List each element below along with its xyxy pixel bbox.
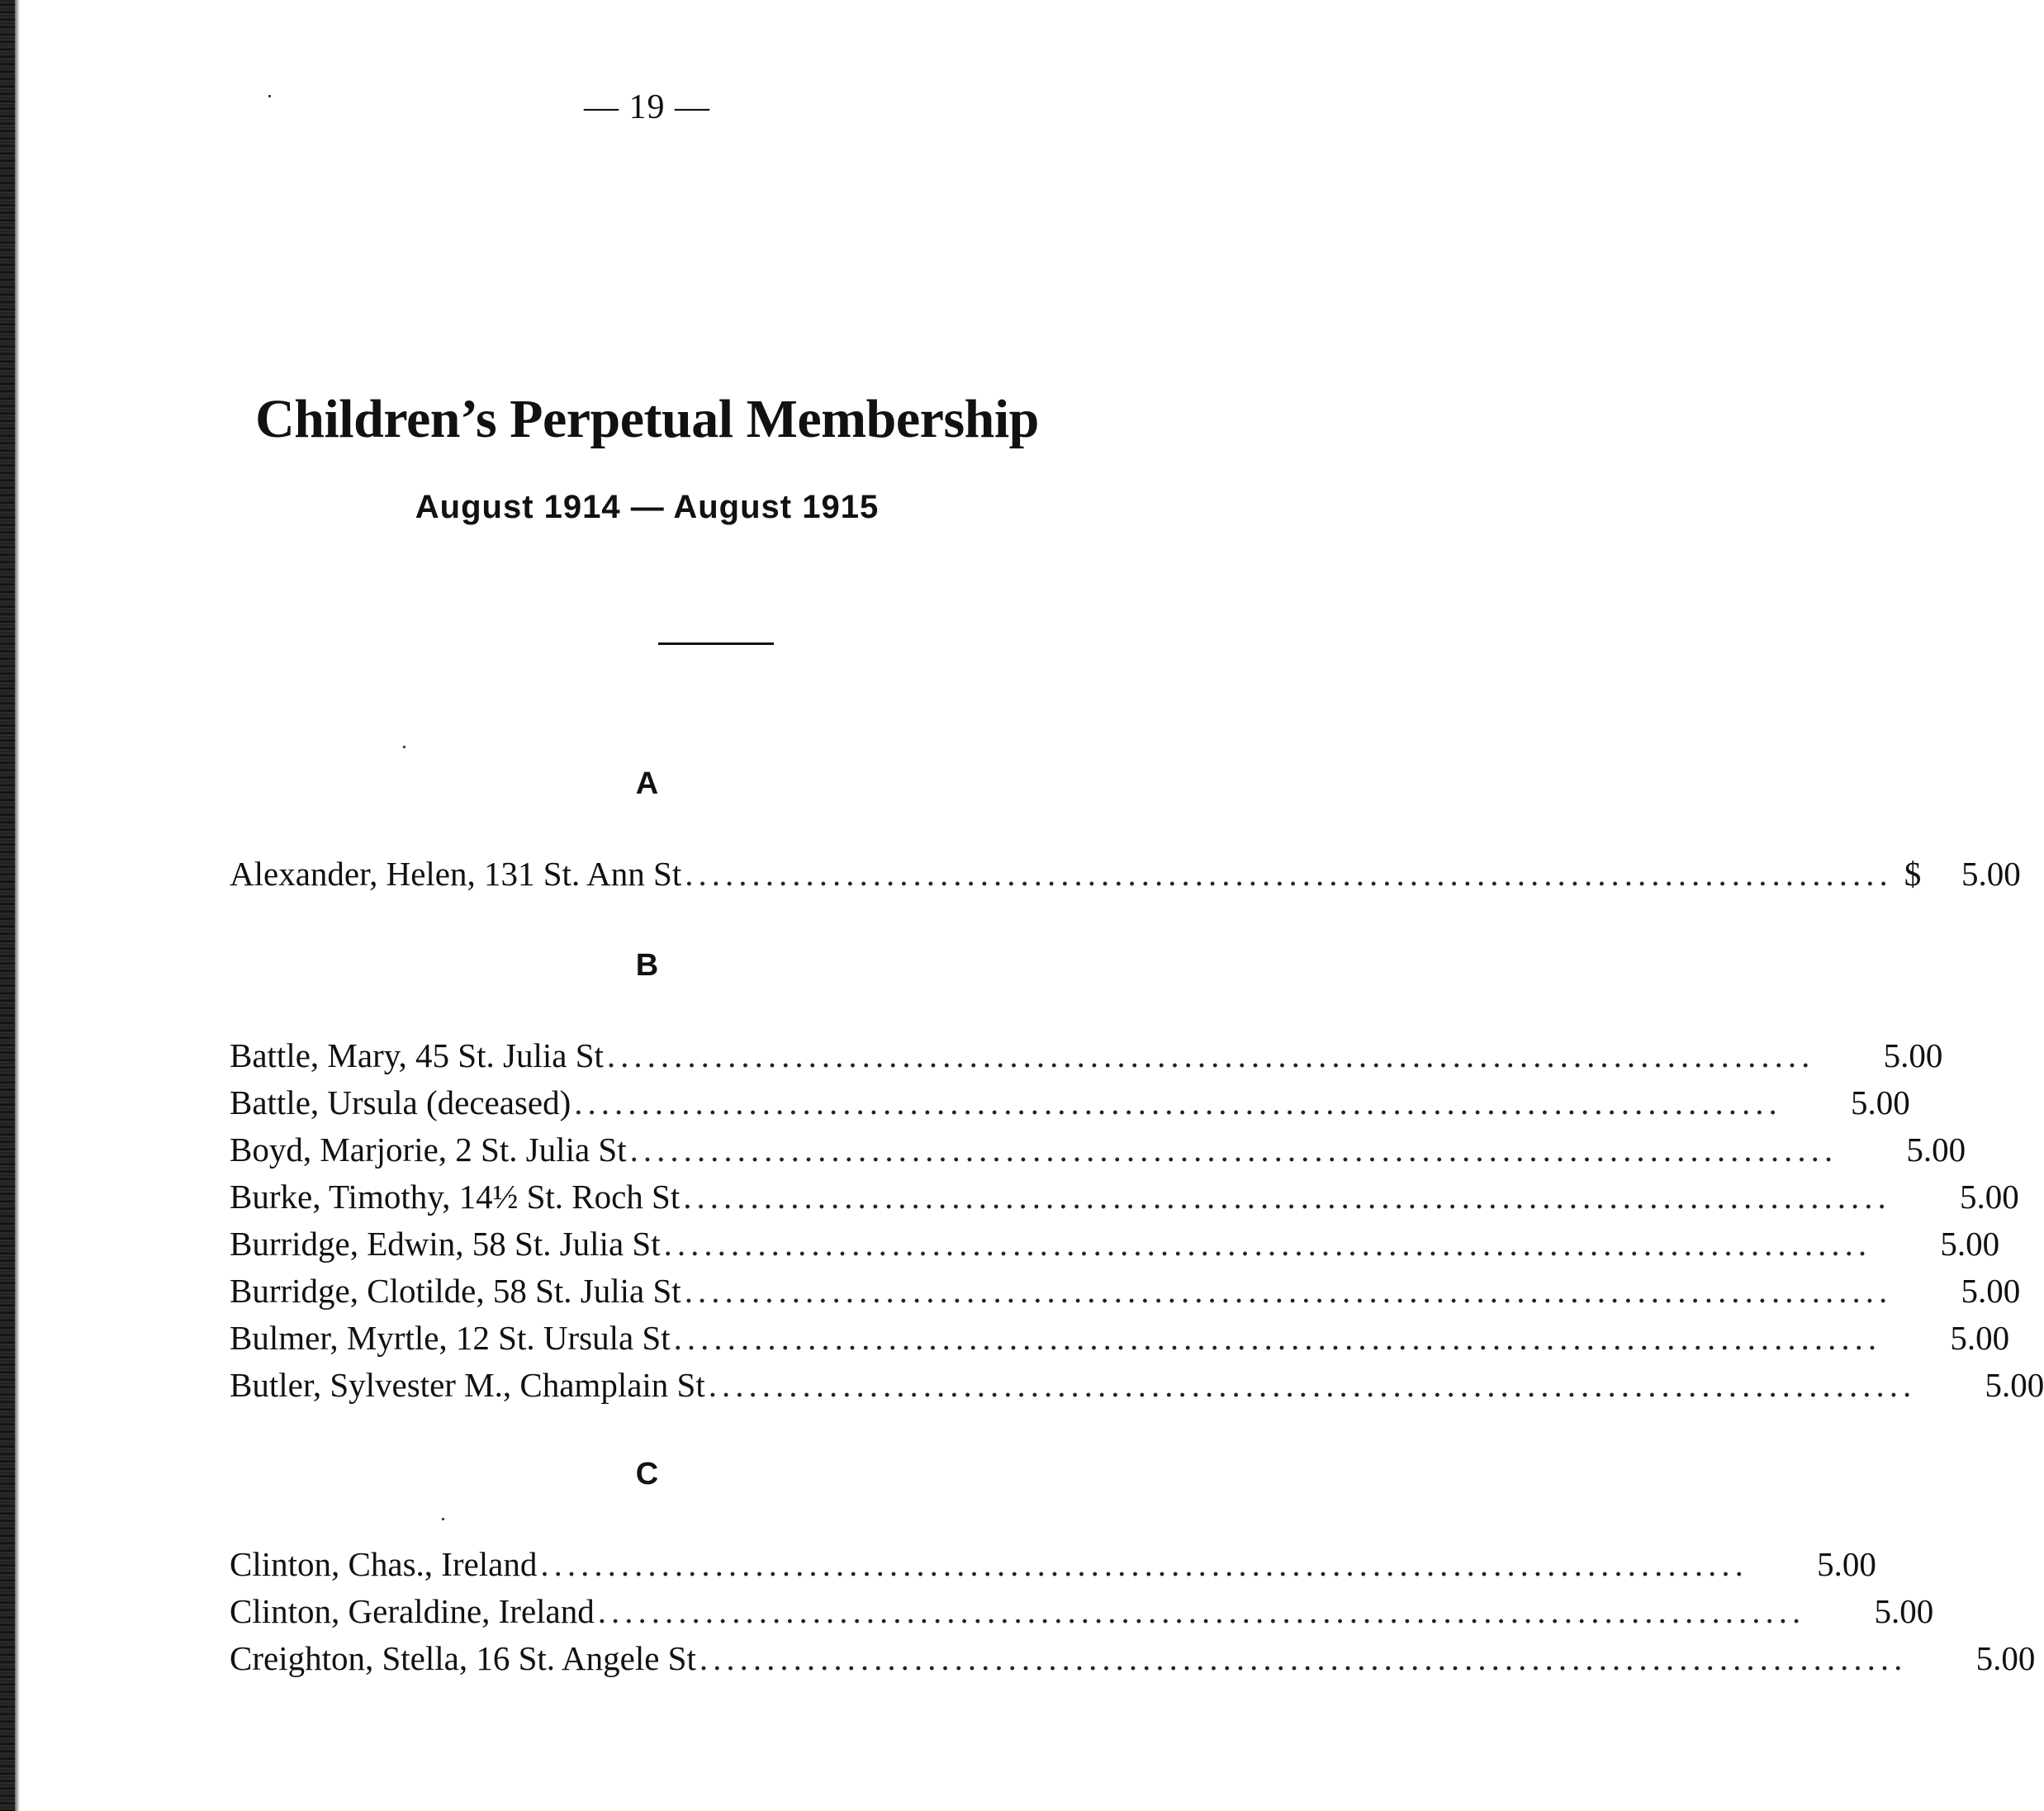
scan-speck [442, 1518, 444, 1520]
list-item [230, 1362, 2044, 1409]
amount: 5.00 [1961, 855, 2021, 893]
dot-leader: .......................................................................................... [606, 1036, 1815, 1074]
list-item [230, 1588, 1934, 1635]
page-subtitle: August 1914 — August 1915 [415, 489, 880, 525]
member-name: Battle, Ursula (deceased) [230, 1083, 571, 1121]
list-item [230, 1032, 1943, 1079]
list-item [230, 1221, 2000, 1268]
member-name: Clinton, Geraldine, Ireland [230, 1592, 595, 1630]
dot-leader: .......................................................................................... [629, 1131, 1838, 1169]
dot-leader: .......................................................................................... [540, 1545, 1748, 1583]
currency-symbol: $ [1904, 855, 1922, 893]
member-name: Burke, Timothy, 14½ St. Roch St [230, 1178, 681, 1216]
amount: 5.00 [1883, 1036, 1943, 1074]
list-item [230, 1079, 1910, 1126]
member-name: Creighton, Stella, 16 St. Angele St [230, 1639, 696, 1677]
dot-leader: .......................................................................................... [597, 1592, 1806, 1630]
section-letter-b: B [635, 948, 659, 983]
section-c-list [230, 1541, 2036, 1682]
dot-leader: .......................................................................................... [684, 1272, 1893, 1310]
member-name: Clinton, Chas., Ireland [230, 1545, 538, 1583]
section-a-list [230, 851, 2021, 898]
amount: 5.00 [1960, 1178, 2019, 1216]
amount: 5.00 [1985, 1366, 2044, 1404]
member-name: Alexander, Helen, 131 St. Ann St [230, 855, 682, 893]
member-name: Battle, Mary, 45 St. Julia St [230, 1036, 604, 1074]
list-item [230, 851, 2021, 898]
dot-leader: .......................................................................................... [708, 1366, 1917, 1404]
dot-leader: .......................................................................................... [699, 1639, 1908, 1677]
amount: 5.00 [1961, 1272, 2021, 1310]
amount: 5.00 [1975, 1639, 2036, 1677]
list-item [230, 1541, 1876, 1588]
dot-leader: .......................................................................................... [663, 1225, 1872, 1263]
amount: 5.00 [1850, 1083, 1910, 1121]
page-number: — 19 — [584, 88, 710, 126]
list-item [230, 1126, 1966, 1173]
amount: 5.00 [1817, 1545, 1876, 1583]
page-title: Children’s Perpetual Membership [255, 389, 1039, 449]
section-letter-a: A [635, 766, 659, 801]
list-item [230, 1268, 2021, 1315]
member-name: Bulmer, Myrtle, 12 St. Ursula St [230, 1319, 671, 1357]
amount: 5.00 [1950, 1319, 2010, 1357]
amount: 5.00 [1940, 1225, 2000, 1263]
member-name: Burridge, Clotilde, 58 St. Julia St [230, 1272, 681, 1310]
dot-leader: .......................................................................................... [673, 1319, 1882, 1357]
spine-edge-gradient [15, 0, 20, 1811]
dot-leader: .......................................................................................... [683, 1178, 1891, 1216]
section-letter-c: C [635, 1457, 659, 1491]
book-spine-shadow [0, 0, 15, 1811]
member-name: Boyd, Marjorie, 2 St. Julia St [230, 1131, 627, 1169]
section-b-list [230, 1032, 2044, 1409]
scan-speck [403, 746, 405, 748]
amount: 5.00 [1874, 1592, 1934, 1630]
member-name: Burridge, Edwin, 58 St. Julia St [230, 1225, 661, 1263]
list-item [230, 1315, 2010, 1362]
dot-leader: .......................................................................................... [574, 1083, 1782, 1121]
amount: 5.00 [1906, 1131, 1966, 1169]
title-divider [658, 642, 774, 645]
member-name: Butler, Sylvester M., Champlain St [230, 1366, 705, 1404]
list-item [230, 1173, 2019, 1221]
list-item [230, 1635, 2036, 1682]
dot-leader: .......................................................................................... [685, 855, 1893, 893]
